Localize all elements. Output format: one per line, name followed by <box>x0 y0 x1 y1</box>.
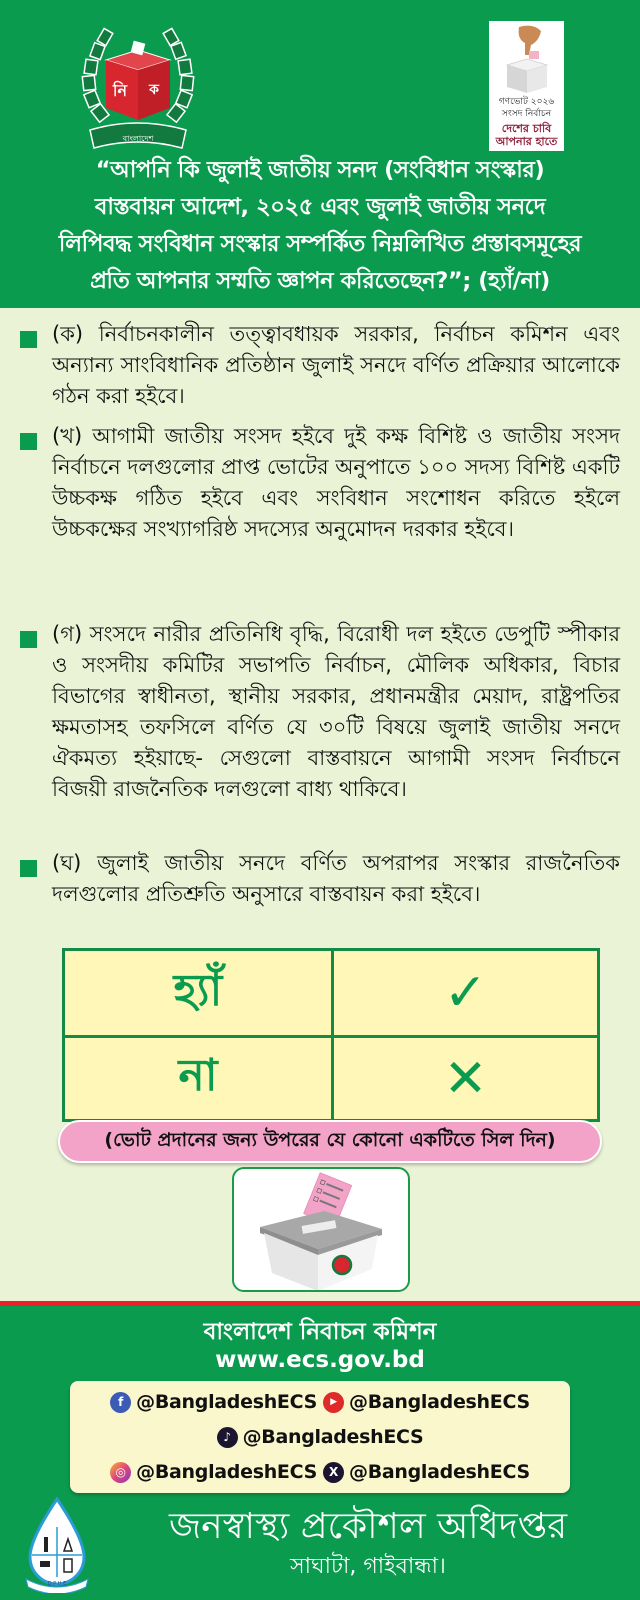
campaign-line-2: সংসদ নির্বাচন <box>501 109 552 119</box>
social-media-box <box>70 1381 570 1493</box>
election-commission-name: বাংলাদেশ নিবাচন কমিশন <box>203 1319 437 1345</box>
tiktok-link[interactable] <box>217 1426 424 1448</box>
question-line: বাস্তবায়ন আদেশ, ২০২৫ এবং জুলাই জাতীয় সনদে <box>94 194 546 220</box>
instagram-link[interactable] <box>110 1461 317 1483</box>
square-bullet-icon <box>20 631 37 648</box>
website-link[interactable]: www.ecs.gov.bd <box>215 1347 425 1373</box>
dphe-water-drop-emblem-icon <box>22 1497 92 1593</box>
yes-option-cell[interactable] <box>65 951 331 1035</box>
x-icon: X <box>323 1462 344 1483</box>
question-line: প্রতি আপনার সম্মতি জ্ঞাপন করিতেছেন?”; (হ্যাঁ/না) <box>90 268 550 294</box>
svg-text:ক: ক <box>149 82 159 98</box>
instagram-icon: ◎ <box>110 1462 131 1483</box>
checkmark-icon: ✓ <box>443 963 488 1023</box>
campaign-slogan-2: আপনার হাতে <box>495 135 558 148</box>
campaign-line-1: গণভোট ২০২৬ <box>498 97 555 107</box>
proposal-text: (খ) আগামী জাতীয় সংসদ হইবে দুই কক্ষ বিশিষ্ট ও জাতীয় সংসদ নির্বাচনে দলগুলোর প্রাপ্ত ভোটের অনুপাতে ১০০ সদস্য বিশিষ্ট একটি উচ্চকক্ষ গঠিত হইবে এবং সংবিধান সংশোধন করিতে হইলে উচ্চকক্ষের সংখ্যাগরিষ্ঠ সদস্যের অনুমোদন দরকার হইবে। <box>52 424 620 541</box>
dphe-department-name: জনস্বাস্থ্য প্রকৌশল অধিদপ্তর <box>168 1506 568 1547</box>
facebook-icon: f <box>110 1392 131 1413</box>
no-mark-cell[interactable] <box>334 1038 597 1119</box>
question-line: লিপিবদ্ধ সংবিধান সংস্কার সম্পর্কিত নিম্নলিখিত প্রস্তাবসমূহের <box>58 231 582 257</box>
social-row <box>70 1421 570 1453</box>
proposal-text: (ঘ) জুলাই জাতীয় সনদে বর্ণিত অপরাপর সংস্কার রাজনৈতিক দলগুলোর প্রতিশ্রুতি অনুসারে বাস্তবায়ন করা হইবে। <box>52 851 620 906</box>
dphe-location: সাঘাটা, গাইবান্ধা। <box>290 1554 446 1579</box>
svg-text:D P H E: D P H E <box>47 1581 67 1587</box>
instruction-text: (ভোট প্রদানের জন্য উপরের যে কোনো একটিতে সিল দিন) <box>104 1128 556 1151</box>
cross-icon: ✕ <box>443 1048 488 1109</box>
square-bullet-icon <box>20 860 37 877</box>
youtube-icon: ▶ <box>323 1392 344 1413</box>
social-handle: @BangladeshECS <box>136 1461 317 1483</box>
x-twitter-link[interactable] <box>323 1461 530 1483</box>
header-banner <box>0 0 640 308</box>
youtube-link[interactable] <box>323 1391 530 1413</box>
square-bullet-icon <box>20 331 37 348</box>
referendum-question <box>8 152 632 300</box>
social-handle: @BangladeshECS <box>349 1461 530 1483</box>
campaign-slogan-1: দেশের চাবি <box>501 122 552 135</box>
proposal-text: (ক) নির্বাচনকালীন তত্ত্বাবধায়ক সরকার, নির্বাচন কমিশন এবং অন্যান্য সাংবিধানিক প্রতিষ্ঠান জুলাই সনদে বর্ণিত প্রক্রিয়ার আলোকে গঠন করা হইবে। <box>52 322 620 408</box>
ballot-box-icon <box>234 1169 410 1292</box>
question-line: “আপনি কি জুলাই জাতীয় সনদ (সংবিধান সংস্কার) <box>95 157 545 183</box>
facebook-link[interactable] <box>110 1391 317 1413</box>
yes-label: হ্যাঁ <box>173 964 223 1016</box>
social-handle: @BangladeshECS <box>349 1391 530 1413</box>
social-row <box>70 1386 570 1418</box>
svg-text:নি: নি <box>112 81 128 100</box>
no-option-cell[interactable] <box>65 1038 331 1119</box>
social-row <box>70 1456 570 1488</box>
proposal-text: (গ) সংসদে নারীর প্রতিনিধি বৃদ্ধি, বিরোধী দল হইতে ডেপুটি স্পীকার ও সংসদীয় কমিটির সভাপতি নির্বাচন, মৌলিক অধিকার, বিচার বিভাগের স্বাধীনতা, স্থানীয় সরকার, প্রধানমন্ত্রীর মেয়াদ, রাষ্ট্রপতির ক্ষমতাসহ তফসিলে বর্ণিত যে ৩০টি বিষয়ে জুলাই জাতীয় সনদে ঐকমত্য হইয়াছে- সেগুলো বাস্তবায়নে আগামী সংসদ নির্বাচনে বিজয়ী রাজনৈতিক দলগুলো বাধ্য থাকিবে। <box>52 622 620 801</box>
social-handle: @BangladeshECS <box>242 1426 424 1448</box>
yes-mark-cell[interactable] <box>334 951 597 1035</box>
social-handle: @BangladeshECS <box>136 1391 317 1413</box>
campaign-logo <box>489 21 564 151</box>
svg-text:বাংলাদেশ: বাংলাদেশ <box>122 134 154 143</box>
election-commission-emblem-icon <box>76 20 200 150</box>
square-bullet-icon <box>20 433 37 450</box>
no-label: না <box>178 1050 218 1101</box>
tiktok-icon: ♪ <box>217 1427 238 1448</box>
ballot-hand-icon <box>489 21 564 95</box>
ballot-choice-table <box>62 948 600 1122</box>
voting-instruction-banner <box>58 1120 602 1163</box>
ballot-box-image <box>232 1167 410 1292</box>
